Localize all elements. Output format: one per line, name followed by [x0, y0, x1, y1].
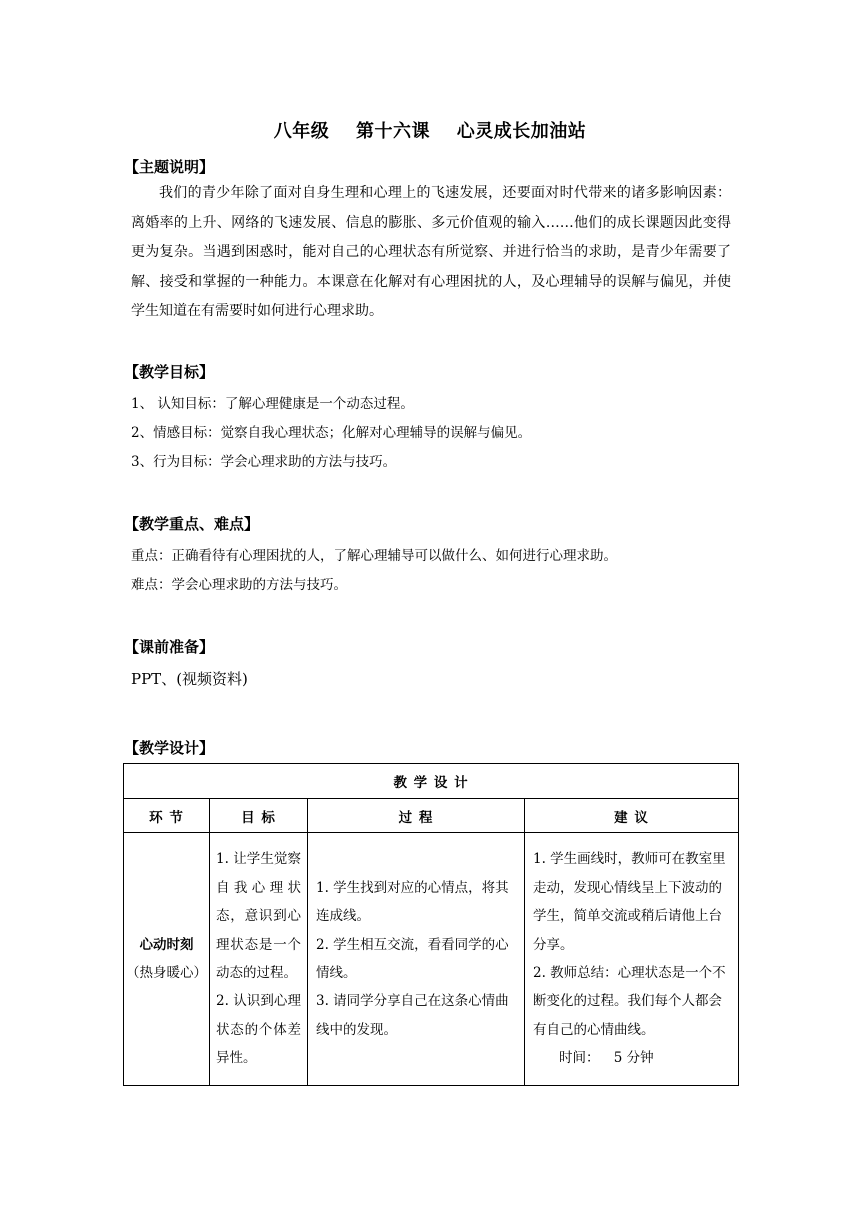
title-name: 心灵成长加油站 — [456, 121, 587, 142]
column-header: 建 议 — [525, 799, 739, 833]
table-row — [124, 833, 739, 1086]
design-heading: 【教学设计】 — [124, 739, 215, 757]
preparation-heading: 【课前准备】 — [124, 638, 215, 656]
process-step: 2. 学生相互交流，看看同学的心情线。 — [316, 936, 509, 981]
process-step: 1. 学生找到对应的心情点，将其连成线。 — [316, 879, 509, 925]
stage-cell — [124, 833, 210, 1086]
title-lesson: 第十六课 — [356, 121, 430, 142]
theme-paragraph: 我们的青少年除了面对自身生理和心理上的飞速发展，还要面对时代带来的诸多影响因素：离婚率的上升、网络的飞速发展、信息的膨胀、多元价值观的输入……他们的成长课题因此变得更为复杂。当遇到困惑时，能对自己的心理状态有所觉察、并进行恰当的求助，是青少年需要了解、接受和掌握的一种能力。本课意在化解对有心理困扰的人，及心理辅导的误解与偏见，并使学生知道在有需要时如何进行心理求助。 — [131, 185, 731, 319]
table-header-row — [124, 799, 739, 833]
stage-subtitle: （热身暖心） — [126, 965, 207, 982]
process-cell — [308, 833, 525, 1086]
goal-cell — [210, 833, 308, 1086]
goal-text: 2. 认识到心理状态的个体差异性。 — [216, 993, 301, 1067]
goal-item: 3、行为目标：学会心理求助的方法与技巧。 — [131, 454, 397, 470]
column-header: 目 标 — [210, 799, 308, 833]
table-title: 教 学 设 计 — [124, 764, 739, 799]
title-grade: 八年级 — [273, 121, 330, 142]
goal-item: 2、情感目标：觉察自我心理状态；化解对心理辅导的误解与偏见。 — [131, 425, 532, 441]
stage-name: 心动时刻 — [139, 936, 194, 953]
key-point-item: 重点：正确看待有心理困扰的人，了解心理辅导可以做什么、如何进行心理求助。 — [131, 548, 617, 564]
preparation-text: PPT、(视频资料) — [131, 670, 248, 688]
process-step: 3. 请同学分享自己在这条心情曲线中的发现。 — [316, 993, 509, 1038]
theme-heading: 【主题说明】 — [124, 158, 215, 176]
key-point-item: 难点：学会心理求助的方法与技巧。 — [131, 577, 347, 593]
goals-heading: 【教学目标】 — [124, 363, 215, 381]
time-line — [533, 1044, 730, 1072]
design-table — [123, 763, 739, 1086]
goal-text: 1. 让学生觉察自我心理状态，意识到心理状态是一个动态的过程。 — [216, 851, 301, 981]
suggestion-text: 2. 教师总结：心理状态是一个不断变化的过程。我们每个人都会有自己的心情曲线。 — [533, 965, 726, 1038]
column-header: 环 节 — [124, 799, 210, 833]
time-value: 5 分钟 — [613, 1050, 654, 1067]
suggestion-text: 1. 学生画线时，教师可在教室里走动，发现心情线呈上下波动的学生，简单交流或稍后请他上台分享。 — [533, 851, 726, 953]
column-header: 过 程 — [308, 799, 525, 833]
suggestion-cell — [525, 833, 739, 1086]
goal-item: 1、 认知目标：了解心理健康是一个动态过程。 — [131, 396, 414, 412]
time-label: 时间： — [559, 1050, 600, 1067]
table-title-row — [124, 764, 739, 799]
page-title — [0, 117, 860, 143]
key-points-heading: 【教学重点、难点】 — [124, 515, 260, 533]
